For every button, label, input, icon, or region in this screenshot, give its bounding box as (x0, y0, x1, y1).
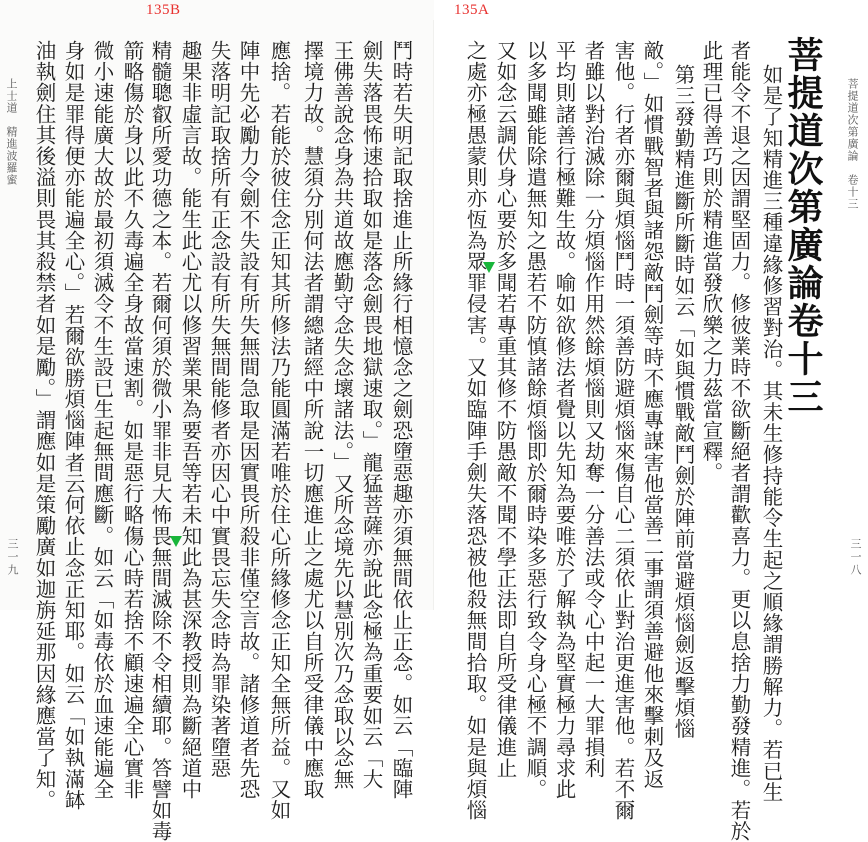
right-col-1: 如是了知精進三種違緣修習對治。其未生修持能令生起之順緣謂勝解力。若已生 (759, 64, 783, 803)
right-page-label: 135A (454, 2, 490, 18)
right-col-3: 此理已得善巧則於精進當發欣樂之力茲當宣釋。 (699, 40, 723, 484)
left-folio: 三一九 (6, 538, 19, 577)
green-triangle-marker-icon (483, 262, 495, 273)
left-col-2: 劍失落畏怖速拾取如是落念劍畏地獄速取。」龍猛菩薩亦說此念極為重要如云「大 (359, 40, 383, 790)
right-running-head: 菩提道次第廣論 卷十三 (846, 78, 859, 210)
left-col-11: 微小速能廣大故於最初須滅令不生設已生起無間應斷。如云「如毒依於血速能遍全 (90, 40, 114, 800)
left-col-10: 箭略傷於身以此不久毒遍全身故當速割。如是惡行略傷心時若捨不顧速遍全心實非 (120, 40, 144, 800)
left-col-3: 王佛善說念身為共道故應勤守念失念壞諸法。」又所念境先以慧別次乃念取以念無 (330, 40, 354, 790)
right-col-8: 平均則諸善行極難生故。喻如欲修法者覺以先知為要唯於了解執為堅實極力尋求此 (552, 40, 576, 800)
left-col-1: 鬥時若失明記取捨進止所緣行相憶念之劍恐墮惡趣亦須無間依止正念。如云「臨陣 (389, 40, 413, 800)
left-running-head: 上士道 精進波羅蜜 (5, 78, 18, 186)
chapter-title: 菩提道次第廣論卷十三 (782, 36, 823, 416)
left-col-12: 身如是罪得便亦能遍全心。」若爾欲勝煩惱陣者云何依止念正知耶。如云「如執滿缽 (61, 40, 85, 811)
left-col-8: 趣果非虛言故。能生此心尤以修習業果為要吾等若未知此為甚深教授則為斷絕道中 (178, 40, 202, 800)
right-col-10: 又如念云調伏身心要於多聞若專重其修不防愚敵不聞不學正法即自所受律儀進止 (493, 40, 517, 779)
right-col-9: 以多聞雖能除遣無知之愚若不防慎諸餘煩惱即於爾時染多惡行致令身心極不調順。 (523, 40, 547, 800)
right-col-11: 之處亦極愚蒙則亦恆為眾罪侵害。又如臨陣手劍失落恐被他殺無間拾取。如是與煩惱 (463, 40, 487, 821)
left-col-9: 精髓聰叡所愛功德之本。若爾何須於微小罪非見大怖畏無間滅除不令相續耶。答譬如毒 (148, 40, 172, 842)
right-col-5: 敵。」如慣戰智者與諸怨敵鬥劍等時不應專謀害他當善二事謂須善避他來擊刺及返 (640, 40, 664, 790)
green-triangle-marker-icon (170, 536, 182, 547)
left-page-label: 135B (146, 2, 181, 18)
right-col-4: 第三發勤精進斷所斷時如云「如與慣戰敵鬥劍於陣前當避煩惱劍返擊煩惱 (671, 64, 695, 740)
right-col-6: 害他。行者亦爾與煩惱鬥時一須善防避煩惱來傷自心二須依止對治更進害他。若不爾 (611, 40, 635, 821)
left-col-4: 擇境力故。慧須分別何法者謂總諸經中所說一切應進止之處尤以自所受律儀中應取 (300, 40, 324, 800)
left-col-13: 油執劍住其後溢則畏其殺禁者如是勵。」謂應如是策勵廣如迦旃延那因緣應當了知。 (32, 40, 56, 811)
right-folio: 三一八 (849, 538, 862, 577)
right-col-7: 者雖以對治滅除一分煩惱作用然餘煩惱則又劫奪一分善法或令心中起一大罪損利 (581, 40, 605, 779)
right-col-2: 者能令不退之因謂堅固力。修彼業時不欲斷絕者謂歡喜力。更以息捨力勤發精進。若於 (727, 40, 751, 842)
left-col-6: 陣中先必勵力令劍不失設有所失無間急取是因實畏所殺非僅空言故。諸修道者先恐 (236, 40, 260, 800)
left-col-5: 應捨。若能於彼住念正知其所修法乃能圓滿若唯於住心所緣修念正知全無所益。又如 (267, 40, 291, 821)
right-page (434, 0, 868, 842)
left-col-7: 失落明記取捨所有正念設有所失無間能修者亦因心中實畏忘失念時為罪染著墮惡 (207, 40, 231, 779)
